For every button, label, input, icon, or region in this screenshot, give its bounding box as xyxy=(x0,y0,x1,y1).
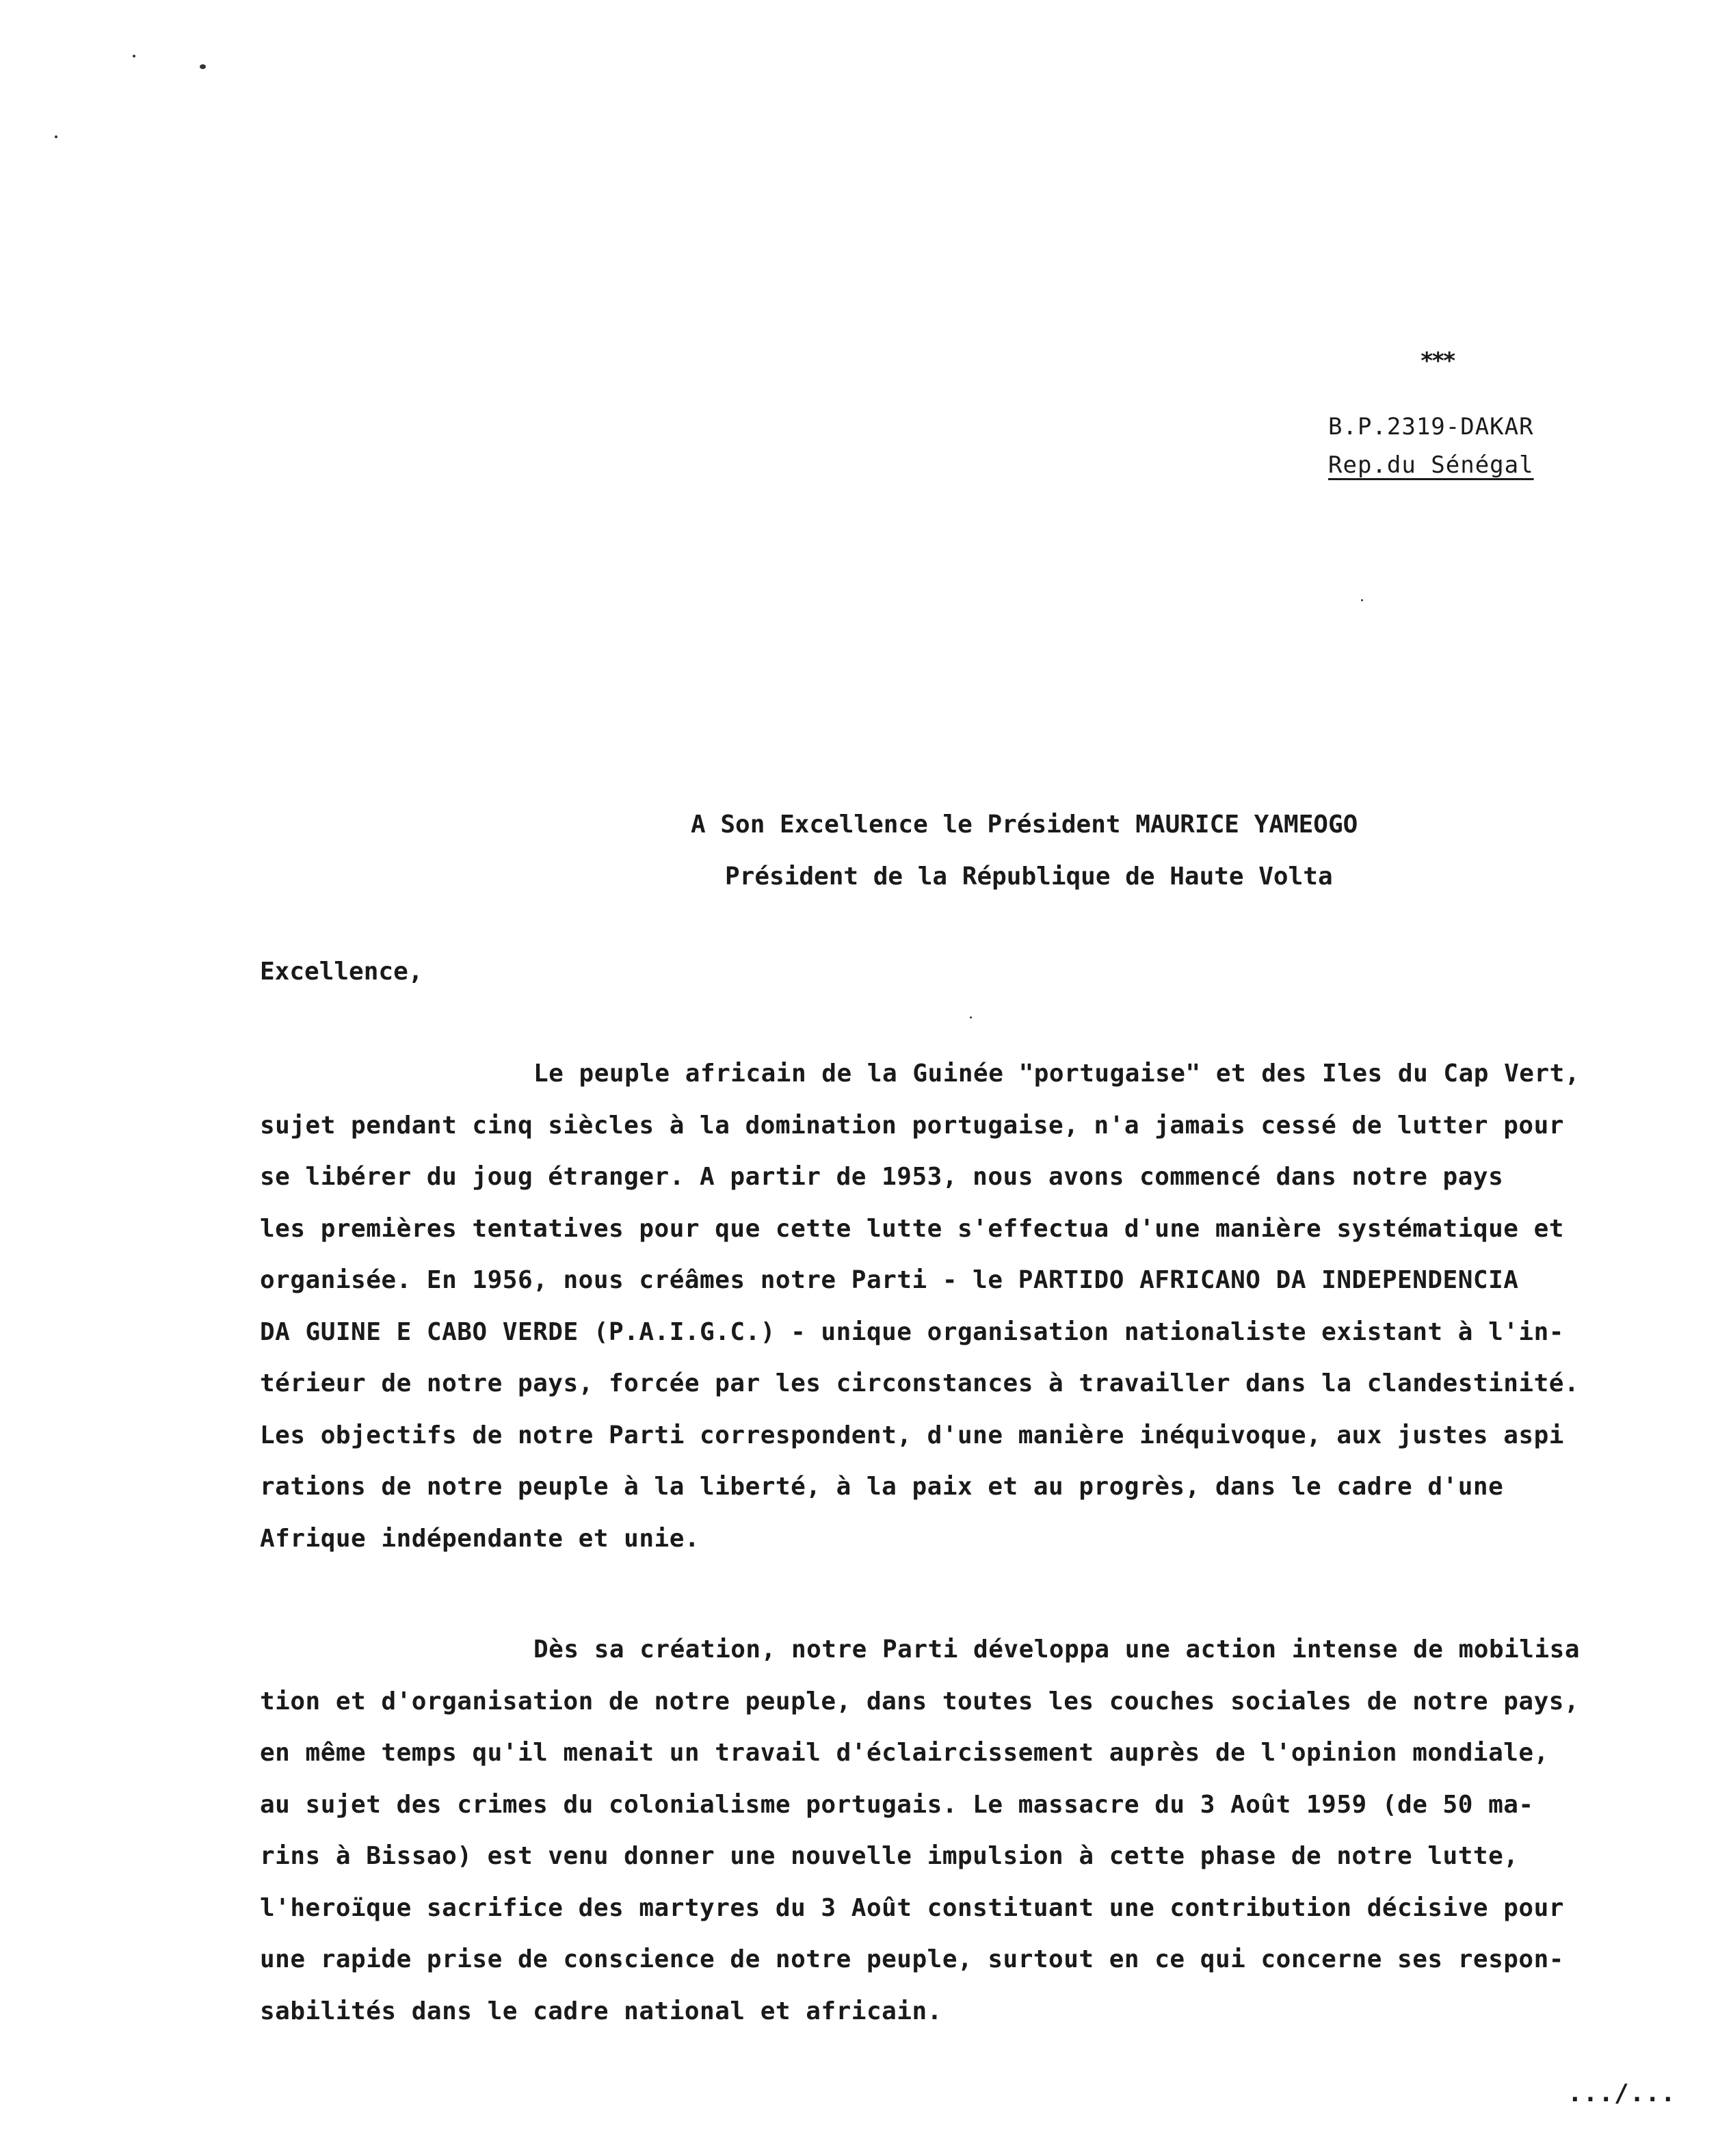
address-line-2: Rep.du Sénégal xyxy=(1328,451,1534,479)
paragraph-line: sabilités dans le cadre national et africain. xyxy=(260,1997,942,2025)
paragraph-line: l'heroïque sacrifice des martyres du 3 Août constituant une contribution décisive pour xyxy=(260,1893,1564,1922)
scan-speck xyxy=(55,135,57,138)
paragraph-line: Le peuple africain de la Guinée "portugaise" et des Iles du Cap Vert, xyxy=(533,1060,1580,1088)
scan-speck xyxy=(133,55,135,57)
paragraph-1 xyxy=(260,1048,1669,1564)
recipient-line-1: A Son Excellence le Président MAURICE YAMEOGO xyxy=(691,811,1358,839)
header-stars: *** xyxy=(1420,347,1454,375)
continuation-mark: .../... xyxy=(1568,2079,1676,2107)
paragraph-line: tion et d'organisation de notre peuple, dans toutes les couches sociales de notre pays, xyxy=(260,1687,1580,1715)
sender-address xyxy=(1328,408,1534,484)
paragraph-line: Les objectifs de notre Parti correspondent, d'une manière inéquivoque, aux justes aspi xyxy=(260,1421,1564,1449)
paragraph-line: DA GUINE E CABO VERDE (P.A.I.G.C.) - unique organisation nationaliste existant à l'in- xyxy=(260,1317,1564,1346)
recipient-line-2: Président de la République de Haute Volta xyxy=(725,863,1333,891)
paragraph-line: térieur de notre pays, forcée par les circonstances à travailler dans la clandestinité. xyxy=(260,1369,1580,1397)
paragraph-line: une rapide prise de conscience de notre peuple, surtout en ce qui concerne ses respon- xyxy=(260,1945,1564,1973)
salutation: Excellence, xyxy=(260,958,423,986)
paragraph-line: sujet pendant cinq siècles à la domination portugaise, n'a jamais cessé de lutter pour xyxy=(260,1111,1564,1140)
scan-speck xyxy=(200,64,206,69)
paragraph-line: en même temps qu'il menait un travail d'éclaircissement auprès de l'opinion mondiale, xyxy=(260,1739,1549,1767)
scan-speck xyxy=(970,1016,972,1018)
paragraph-line: au sujet des crimes du colonialisme portugais. Le massacre du 3 Août 1959 (de 50 ma- xyxy=(260,1790,1534,1819)
scan-speck xyxy=(1361,599,1363,601)
paragraph-2 xyxy=(260,1624,1669,2037)
paragraph-line: organisée. En 1956, nous créâmes notre Parti - le PARTIDO AFRICANO DA INDEPENDENCIA xyxy=(260,1266,1519,1294)
paragraph-line: se libérer du joug étranger. A partir de 1953, nous avons commencé dans notre pays xyxy=(260,1163,1504,1191)
paragraph-line: rins à Bissao) est venu donner une nouvelle impulsion à cette phase de notre lutte, xyxy=(260,1842,1519,1870)
paragraph-line: rations de notre peuple à la liberté, à la paix et au progrès, dans le cadre d'une xyxy=(260,1473,1504,1501)
paragraph-line: les premières tentatives pour que cette lutte s'effectua d'une manière systématique et xyxy=(260,1214,1564,1243)
address-line-1: B.P.2319-DAKAR xyxy=(1328,413,1534,441)
recipient-block xyxy=(616,799,1573,903)
paragraph-line: Dès sa création, notre Parti développa une action intense de mobilisa xyxy=(533,1635,1580,1664)
paragraph-line: Afrique indépendante et unie. xyxy=(260,1524,700,1553)
